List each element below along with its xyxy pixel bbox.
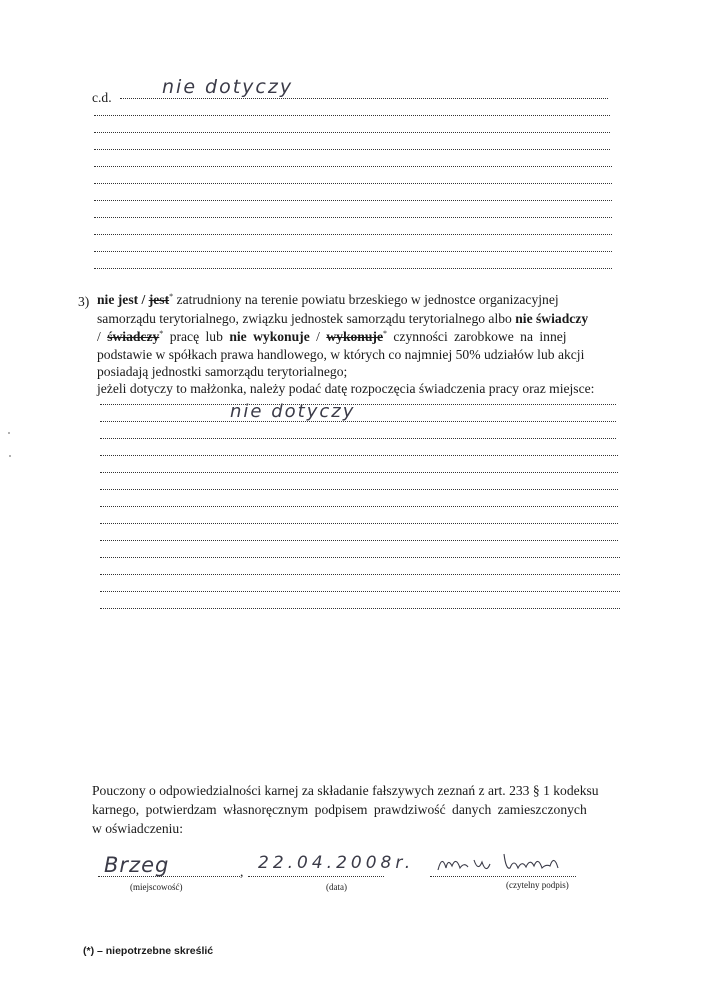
handwritten-nie-dotyczy-1: nie dotyczy (162, 76, 294, 98)
item3-line2: samorządu terytorialnego, związku jednostek samorządu terytorialnego albo nie świadczy (97, 311, 589, 326)
cd-label: c.d. (92, 90, 112, 105)
jest-struck: jest (148, 292, 170, 307)
declaration-line2: karnego, potwierdzam własnoręcznym podpisem prawdziwość danych zamieszczonych (92, 802, 587, 817)
item3-line5: posiadają jednostki samorządu terytorialnego; (97, 364, 348, 379)
item3-line3: / świadczy* pracę lub nie wykonuje / wykonuje* czynności zarobkowe na innej (97, 329, 567, 344)
wykonuje-struck: wykonuje (326, 329, 383, 344)
nie-wykonuje-text: nie wykonuje (229, 329, 310, 344)
dotted-line (120, 98, 608, 99)
item3-line4: podstawie w spółkach prawa handlowego, w których co najmniej 50% udziałów lub akcji (97, 347, 585, 362)
item3-line6: jeżeli dotyczy to małżonka, należy podać datę rozpoczęcia świadczenia pracy oraz miejsce: (97, 381, 595, 396)
comma: , (240, 864, 244, 879)
item3-line1: nie jest / jest* zatrudniony na terenie powiatu brzeskiego w jednostce organizacyjnej (97, 292, 559, 307)
date-label: (data) (326, 882, 347, 892)
footnote: (*) – niepotrzebne skreślić (83, 945, 214, 957)
item3-number: 3) (78, 294, 90, 309)
handwritten-place: Brzeg (104, 853, 170, 877)
place-label: (miejscowość) (130, 882, 183, 892)
signature-label: (czytelny podpis) (506, 880, 569, 890)
handwritten-nie-dotyczy-2: nie dotyczy (230, 401, 356, 422)
scan-speck (8, 432, 10, 434)
nie-swiadczy-text: nie świadczy (515, 311, 589, 326)
place-dotted-line (98, 876, 240, 877)
handwritten-date: 22.04.2008r. (258, 853, 415, 873)
declaration-line3: w oświadczeniu: (92, 821, 183, 836)
date-dotted-line (248, 876, 384, 877)
declaration-line1: Pouczony o odpowiedzialności karnej za składanie fałszywych zeznań z art. 233 § 1 kodeksu (92, 783, 599, 798)
swiadczy-struck: świadczy (107, 329, 160, 344)
handwritten-signature (434, 848, 574, 878)
item3-line1-rest: zatrudniony na terenie powiatu brzeskiego w jednostce organizacyjnej (176, 292, 559, 307)
scan-speck (9, 455, 11, 457)
signature-dotted-line (430, 876, 576, 877)
nie-jest-text: nie jest / (97, 292, 146, 307)
